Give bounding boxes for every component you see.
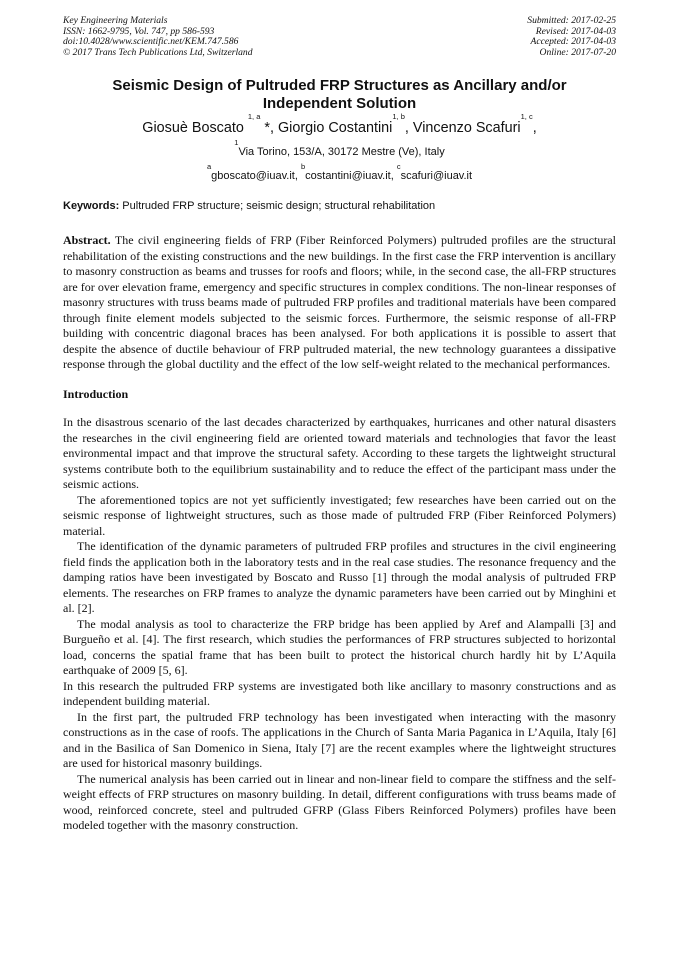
abstract-text: The civil engineering fields of FRP (Fiber Reinforced Polymers) pultruded profiles are the structural rehabilitation of the existing constructions and the new buildings. In the first case the FRP intervention is ancillary to masonry construction as beams and trusses for roofs and floors; while, in the second case, the all-FRP structures are for over elevation frame, emergency and specific structures in complex conditions. The non-linear responses of masonry structures with truss beams made of pultruded FRP profiles and traditional materials have been compared through finite element models subjected to the seismic forces. Furthermore, the seismic response of all-FRP building with concentric diagonal braces has been analysed. For both applications it is possible to assert that despite the absence of ductile behaviour of FRP pultruded material, the new technology guarantees a dissipative response through the global ductility and the effect of the low self-weight related to the mechanical performances.	[63, 233, 616, 372]
paper-title	[63, 77, 616, 113]
author-3-tail: ,	[532, 120, 537, 137]
introduction-body	[63, 415, 616, 834]
intro-paragraph-1: In the disastrous scenario of the last decades characterized by earthquakes, hurricanes and other natural disasters the researches in the civil engineering field are oriented toward materials and technologies that favor the least environmental impact and that improve the structural safety. According to these targets the lightweight structural systems contribute both to the equilibrium sustainability and to reduce the effect of the participant mass under the seismic actions.	[63, 415, 616, 492]
email-b-marker: b	[300, 162, 306, 172]
date-online: Online: 2017-07-20	[539, 46, 616, 58]
journal-header	[63, 16, 616, 58]
date-submitted: Submitted: 2017-02-25	[527, 15, 616, 26]
email-c: scafuri@iuav.it	[400, 170, 473, 183]
intro-paragraph-7: The numerical analysis has been carried out in linear and non-linear field to compare the stiffness and the self-weight effects of FRP structures on masonry building. In detail, different configurations with truss beams made of wood, reinforced concrete, steel and pultruded GFRP (Glass Fibers Reinforced Polymers) profiles have been modeled together with the masonry construction.	[63, 771, 616, 833]
author-1-tail: *,	[260, 120, 278, 137]
author-2: Giorgio Costantini	[277, 120, 393, 137]
keywords-label: Keywords:	[63, 200, 120, 213]
journal-issn: ISSN: 1662-9795, Vol. 747, pp 586-593	[63, 25, 215, 37]
journal-info	[63, 16, 253, 58]
date-accepted: Accepted: 2017-04-03	[530, 36, 616, 48]
email-a: gboscato@iuav.it,	[211, 170, 301, 183]
affiliation	[63, 138, 616, 159]
author-3: Vincenzo Scafuri	[412, 120, 521, 137]
email-b: costantini@iuav.it,	[305, 170, 397, 183]
intro-paragraph-2: The aforementioned topics are not yet sufficiently investigated; few researches have been carried out on the seismic response of lightweight structures, such as those made of pultruded FRP (Fiber Reinforced Polymers) material.	[63, 492, 616, 538]
email-c-marker: c	[396, 162, 401, 172]
title-line-2: Independent Solution	[262, 95, 417, 113]
keywords	[63, 199, 616, 213]
author-2-tail: ,	[404, 120, 413, 137]
journal-copyright: © 2017 Trans Tech Publications Ltd, Switzerland	[63, 46, 253, 58]
author-emails	[63, 162, 616, 183]
journal-doi: doi:10.4028/www.scientific.net/KEM.747.586	[63, 36, 239, 48]
affiliation-text: Via Torino, 153/A, 30172 Mestre (Ve), Italy	[238, 146, 445, 159]
author-2-affil: 1, b	[392, 112, 405, 122]
journal-name: Key Engineering Materials	[63, 15, 168, 26]
intro-paragraph-4: The modal analysis as tool to characterize the FRP bridge has been applied by Aref and Alampalli [3] and Burgueño et al. [4]. The first research, which studies the performances of FRP structures subjected to horizontal load, concerns the spatial frame that has been built to protect the historical church hardly hit by L’Aquila earthquake of 2009 [5, 6].	[63, 616, 616, 678]
intro-paragraph-3: The identification of the dynamic parameters of pultruded FRP profiles and structures in the civil engineering field finds the application both in the laboratory tests and in the real case studies. The resonance frequency and the damping ratios have been investigated by Boscato and Russo [1] through the modal analysis of pultruded FRP elements. The researches on FRP frames to analyze the dynamic parameters have been carried out by Minghini et al. [2].	[63, 539, 616, 616]
title-line-1: Seismic Design of Pultruded FRP Structures as Ancillary and/or	[112, 77, 567, 95]
author-1-affil: 1, a	[247, 112, 261, 122]
author-list	[63, 112, 616, 137]
paper-page	[63, 16, 616, 834]
section-heading-introduction: Introduction	[63, 386, 129, 401]
author-3-affil: 1, c	[520, 112, 533, 122]
affiliation-marker: 1	[234, 138, 239, 148]
author-1: Giosuè Boscato	[142, 120, 244, 137]
email-a-marker: a	[206, 162, 212, 172]
keywords-text: Pultruded FRP structure; seismic design; structural rehabilitation	[119, 200, 436, 213]
publication-dates	[527, 16, 616, 58]
abstract-label: Abstract.	[63, 233, 111, 248]
abstract	[63, 233, 616, 373]
intro-paragraph-6: In the first part, the pultruded FRP technology has been investigated when interacting with the masonry constructions as in the case of roofs. The applications in the Church of Santa Maria Paganica in L’Aquila, Italy [6] and in the Basilica of San Domenico in Siena, Italy [7] are the recent examples where the lightweight structures are used for historical masonry buildings.	[63, 709, 616, 771]
date-revised: Revised: 2017-04-03	[535, 25, 616, 37]
intro-paragraph-5: In this research the pultruded FRP systems are investigated both like ancillary to masonry constructions and as independent building material.	[63, 678, 616, 709]
